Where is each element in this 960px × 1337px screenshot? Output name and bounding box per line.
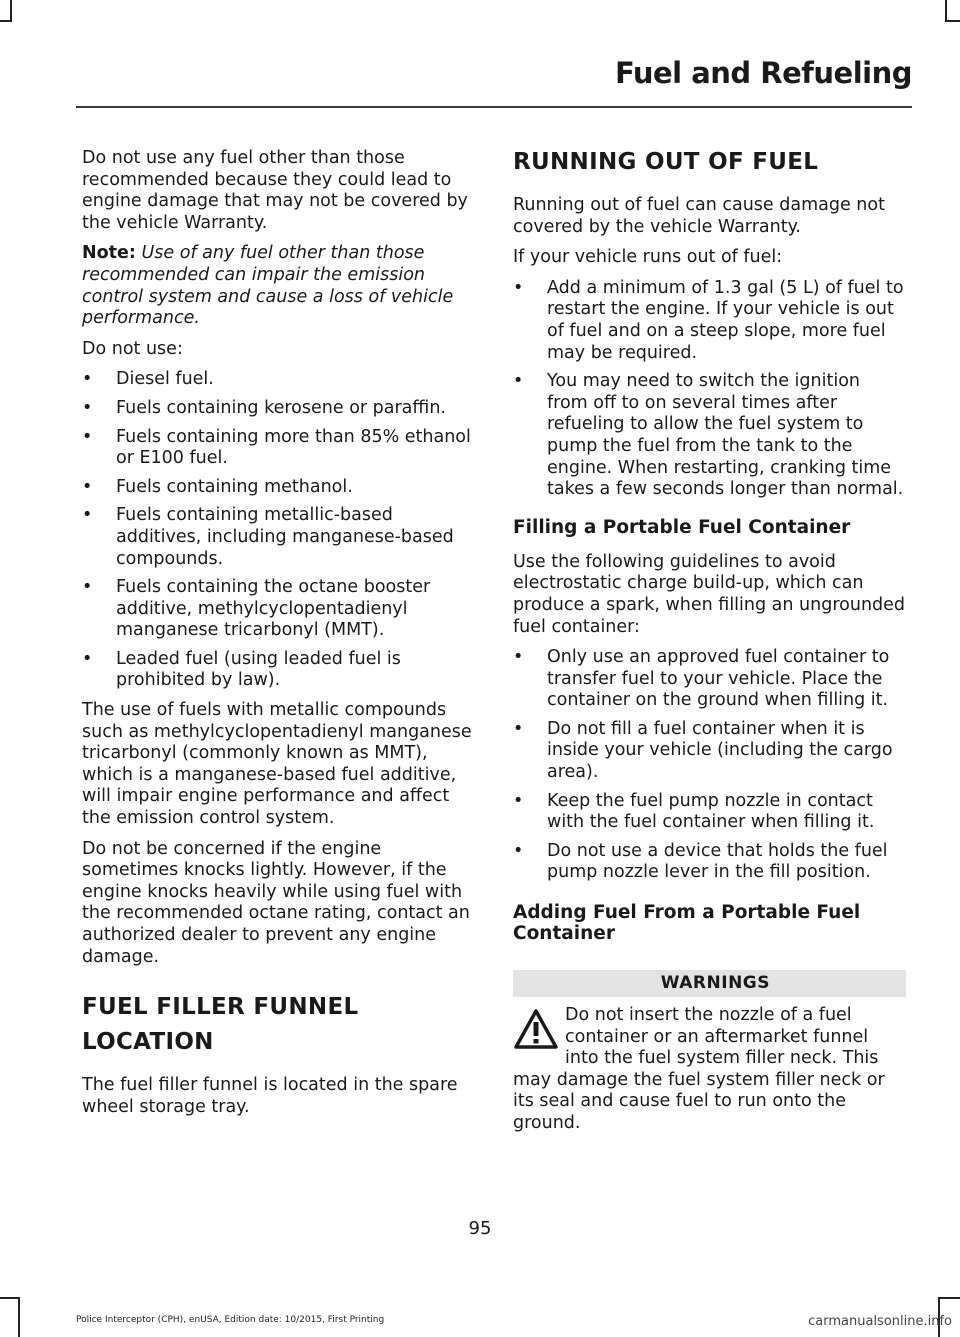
- list-item: [82, 427, 474, 470]
- list-item-text: Keep the fuel pump nozzle in contact with the fuel container when filling it.: [547, 790, 875, 833]
- section-heading: [82, 1028, 474, 1057]
- paragraph: Do not use any fuel other than those recommended because they could lead to engine damage that may not be covered by the vehicle Warranty.: [82, 148, 468, 233]
- crop-mark: [0, 20, 12, 22]
- list-item: [82, 398, 474, 420]
- list-item: [82, 505, 474, 570]
- crop-mark: [945, 20, 960, 22]
- bullet-glyph: •: [513, 371, 524, 392]
- list-item: [513, 791, 906, 834]
- section-heading-line: FUEL FILLER FUNNEL: [82, 994, 359, 1021]
- list-item-text: Fuels containing kerosene or paraffin.: [116, 397, 446, 418]
- crop-mark: [10, 0, 12, 22]
- paragraph: Do not use:: [82, 338, 183, 359]
- paragraph: Do not be concerned if the engine sometimes knocks lightly. However, if the engine knocks heavily while using fuel with the recommended octane rating, contact an authorized dealer to prevent any engine damage.: [82, 838, 470, 967]
- list-item: [82, 577, 474, 642]
- right-column: [513, 148, 906, 1135]
- warning-block: [513, 1005, 906, 1135]
- list-item-text: Fuels containing metallic-based additives, including manganese-based compounds.: [116, 505, 454, 569]
- list-item-text: Do not use a device that holds the fuel pump nozzle lever in the fill position.: [547, 840, 888, 883]
- subsection-heading: Filling a Portable Fuel Container: [513, 516, 851, 538]
- list-item: [513, 371, 906, 501]
- bullet-glyph: •: [82, 505, 93, 526]
- watermark: carmanualsonline.info: [808, 1314, 952, 1329]
- paragraph: The fuel filler funnel is located in the spare wheel storage tray.: [82, 1075, 458, 1117]
- list-item-text: Fuels containing methanol.: [116, 476, 353, 497]
- page-title: Fuel and Refueling: [614, 56, 912, 90]
- list-item-text: Add a minimum of 1.3 gal (5 L) of fuel to restart the engine. If your vehicle is out of fuel and on a steep slope, more fuel may be required.: [547, 277, 904, 363]
- bullet-glyph: •: [82, 476, 93, 497]
- paragraph: The use of fuels with metallic compounds such as methylcyclopentadienyl manganese tricarbonyl (commonly known as MMT), which is a manganese-based fuel additive, will impair engine performance and affect the emission control system.: [82, 700, 472, 829]
- crop-mark: [945, 0, 947, 22]
- paragraph: Running out of fuel can cause damage not covered by the vehicle Warranty.: [513, 195, 885, 237]
- note-text: Use of any fuel other than those recommended can impair the emission control system and cause a loss of vehicle performance.: [82, 243, 454, 329]
- list-item-text: Fuels containing more than 85% ethanol or E100 fuel.: [116, 426, 471, 469]
- bullet-glyph: •: [513, 718, 524, 739]
- bullet-list: [82, 369, 474, 692]
- list-item: [513, 647, 906, 712]
- warnings-banner: WARNINGS: [513, 970, 906, 997]
- left-column: [82, 148, 474, 1127]
- page-number: 95: [468, 1218, 492, 1239]
- bullet-list: [513, 647, 906, 884]
- footer-edition: Police Interceptor (CPH), enUSA, Edition date: 10/2015, First Printing: [76, 1315, 385, 1325]
- warning-triangle-icon: [513, 1007, 559, 1051]
- list-item: [82, 649, 474, 692]
- bullet-glyph: •: [82, 648, 93, 669]
- crop-mark: [18, 1297, 20, 1337]
- paragraph: Use the following guidelines to avoid electrostatic charge build-up, which can produce a spark, when filling an ungrounded fuel container:: [513, 551, 906, 637]
- crop-mark: [0, 1297, 20, 1299]
- bullet-glyph: •: [82, 369, 93, 390]
- subsection-heading: Adding Fuel From a Portable Fuel Container: [513, 902, 861, 945]
- list-item: [513, 278, 906, 364]
- bullet-list: [513, 278, 906, 501]
- list-item-text: Leaded fuel (using leaded fuel is prohibited by law).: [116, 648, 401, 691]
- bullet-glyph: •: [513, 790, 524, 811]
- paragraph: If your vehicle runs out of fuel:: [513, 247, 783, 268]
- bullet-glyph: •: [513, 647, 524, 668]
- section-heading: RUNNING OUT OF FUEL: [513, 149, 819, 175]
- list-item-text: You may need to switch the ignition from off to on several times after refueling to allow the fuel system to pump the fuel from the tank to the engine. When restarting, cranking time takes a few seconds longer than normal.: [547, 371, 904, 500]
- bullet-glyph: •: [82, 397, 93, 418]
- crop-mark: [938, 1297, 960, 1299]
- header-divider: [76, 106, 912, 108]
- section-heading: [82, 993, 474, 1022]
- list-item: [513, 719, 906, 784]
- warning-text: Do not insert the nozzle of a fuel container or an aftermarket funnel into the fuel system filler neck. This may damage the fuel system filler neck or its seal and cause fuel to run onto the ground.: [513, 1005, 885, 1133]
- note-label: Note:: [82, 243, 136, 264]
- list-item: [513, 841, 906, 884]
- bullet-glyph: •: [513, 840, 524, 861]
- list-item-text: Fuels containing the octane booster additive, methylcyclopentadienyl manganese tricarbonyl (MMT).: [116, 577, 431, 641]
- bullet-glyph: •: [82, 426, 93, 447]
- list-item-text: Do not fill a fuel container when it is inside your vehicle (including the cargo area).: [547, 718, 893, 783]
- list-item-text: Diesel fuel.: [116, 369, 214, 390]
- list-item: [82, 369, 474, 391]
- section-heading-line: LOCATION: [82, 1029, 214, 1056]
- note: [82, 243, 474, 329]
- bullet-glyph: •: [82, 577, 93, 598]
- bullet-glyph: •: [513, 277, 524, 298]
- list-item-text: Only use an approved fuel container to transfer fuel to your vehicle. Place the container on the ground when filling it.: [547, 647, 890, 711]
- list-item: [82, 477, 474, 499]
